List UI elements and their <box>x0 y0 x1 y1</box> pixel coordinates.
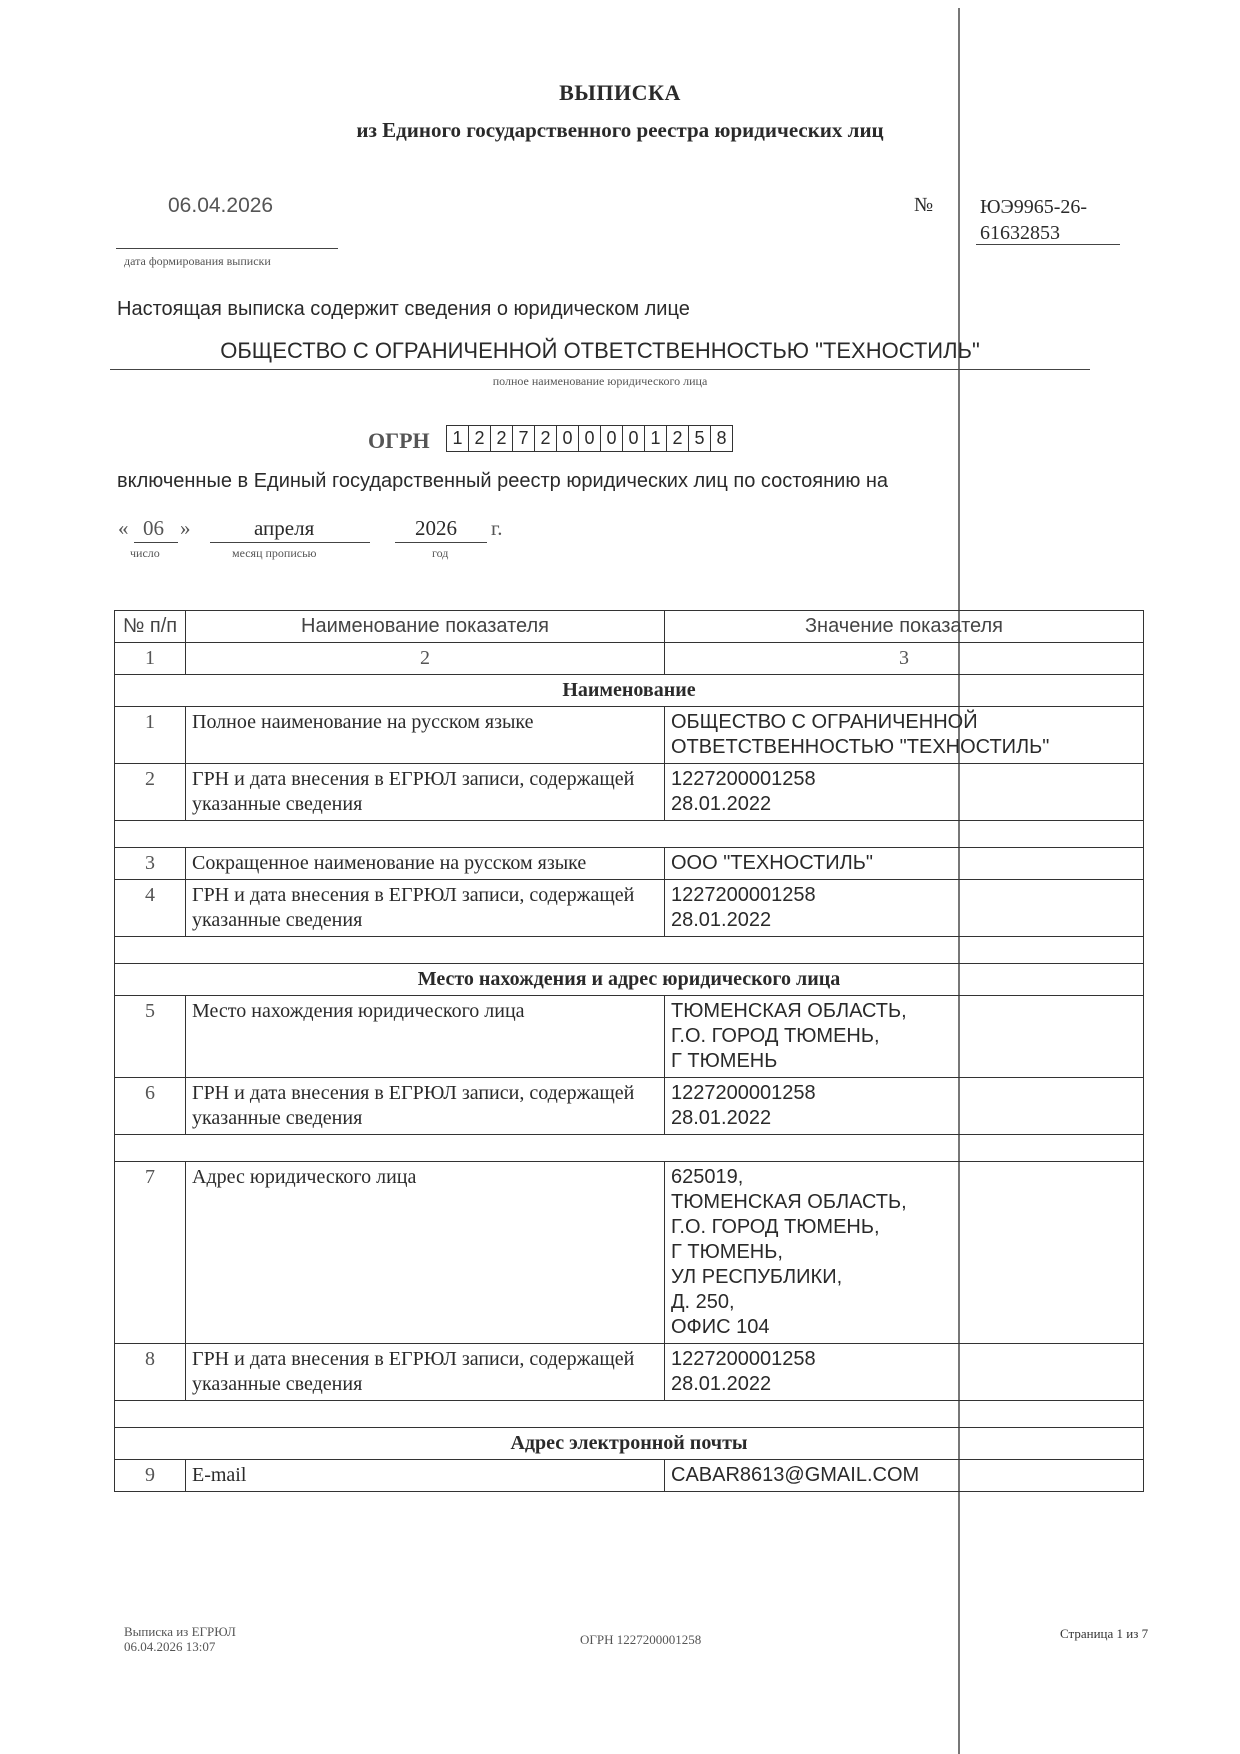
ogrn-digit: 1 <box>446 425 469 452</box>
ogrn-digit: 0 <box>600 425 623 452</box>
column-number: 1 <box>115 643 186 675</box>
address-line: Г ТЮМЕНЬ <box>671 1050 778 1072</box>
extract-number-line1: ЮЭ9965-26- <box>980 196 1088 218</box>
row-number: 4 <box>115 880 186 937</box>
row-number: 8 <box>115 1344 186 1401</box>
column-number-row <box>115 643 1144 675</box>
date-underline <box>116 248 338 249</box>
table-row <box>115 707 1144 764</box>
row-value <box>665 764 1144 821</box>
document-title: ВЫПИСКА <box>559 80 681 105</box>
address-line: 625019, <box>671 1166 744 1188</box>
number-sign: № <box>914 194 934 216</box>
row-name: Полное наименование на русском языке <box>186 707 665 764</box>
row-name: Место нахождения юридического лица <box>186 996 665 1078</box>
row-value <box>665 880 1144 937</box>
row-name: ГРН и дата внесения в ЕГРЮЛ записи, содержащей указанные сведения <box>186 764 665 821</box>
row-number: 2 <box>115 764 186 821</box>
blank-row <box>115 1135 1144 1162</box>
table-row <box>115 848 1144 880</box>
blank-row <box>115 821 1144 848</box>
address-line: ОФИС 104 <box>671 1316 770 1338</box>
header-indicator-value: Значение показателя <box>665 611 1144 643</box>
row-value <box>665 1078 1144 1135</box>
day-close-quote: » <box>180 516 191 540</box>
row-name: Адрес юридического лица <box>186 1162 665 1344</box>
row-value <box>665 1344 1144 1401</box>
row-number: 6 <box>115 1078 186 1135</box>
table-row <box>115 1078 1144 1135</box>
footer-page-number: Страница 1 из 7 <box>1060 1626 1149 1641</box>
row-value: ООО "ТЕХНОСТИЛЬ" <box>665 848 1144 880</box>
column-number: 2 <box>186 643 665 675</box>
state-month: апреля <box>254 516 315 540</box>
row-value <box>665 1162 1144 1344</box>
extract-number <box>980 194 1087 246</box>
email-value: CABAR8613@GMAIL.COM <box>665 1460 1144 1492</box>
grn-date: 28.01.2022 <box>671 1373 772 1395</box>
included-text: включенные в Единый государственный реестр юридических лиц по состоянию на <box>117 470 889 492</box>
organization-name-caption: полное наименование юридического лица <box>492 374 708 388</box>
number-underline <box>976 244 1120 245</box>
table-header-row <box>115 611 1144 643</box>
table-row <box>115 1344 1144 1401</box>
ogrn-digit: 8 <box>710 425 733 452</box>
extract-number-line2: 61632853 <box>980 222 1060 244</box>
organization-name-underline <box>110 369 1090 370</box>
ogrn-digit: 7 <box>512 425 535 452</box>
address-line: Г ТЮМЕНЬ, <box>671 1241 783 1263</box>
ogrn-digit: 1 <box>644 425 667 452</box>
ogrn-digit: 2 <box>534 425 557 452</box>
grn-value: 1227200001258 <box>671 1082 816 1104</box>
section-row <box>115 964 1144 996</box>
row-name: ГРН и дата внесения в ЕГРЮЛ записи, содержащей указанные сведения <box>186 1078 665 1135</box>
ogrn-digit: 5 <box>688 425 711 452</box>
day-open-quote: « <box>118 516 129 540</box>
grn-date: 28.01.2022 <box>671 909 772 931</box>
month-underline <box>210 542 370 543</box>
address-line: Г.О. ГОРОД ТЮМЕНЬ, <box>671 1025 880 1047</box>
ogrn-digit: 0 <box>578 425 601 452</box>
row-number: 5 <box>115 996 186 1078</box>
document-subtitle: из Единого государственного реестра юридических лиц <box>356 118 884 142</box>
day-caption: число <box>130 546 160 560</box>
table-row <box>115 1460 1144 1492</box>
header-number: № п/п <box>115 611 186 643</box>
row-value: ОБЩЕСТВО С ОГРАНИЧЕННОЙ ОТВЕТСТВЕННОСТЬЮ "ТЕХНОСТИЛЬ" <box>665 707 1144 764</box>
column-number: 3 <box>665 643 1144 675</box>
month-caption: месяц прописью <box>232 546 317 560</box>
footer-ogrn: ОГРН 1227200001258 <box>580 1632 702 1647</box>
row-number: 1 <box>115 707 186 764</box>
section-title-address: Место нахождения и адрес юридического лица <box>115 964 1144 996</box>
ogrn-digit-boxes <box>447 425 733 452</box>
grn-date: 28.01.2022 <box>671 793 772 815</box>
day-underline <box>134 542 178 543</box>
year-underline <box>395 542 487 543</box>
ogrn-digit: 2 <box>490 425 513 452</box>
address-line: УЛ РЕСПУБЛИКИ, <box>671 1266 843 1288</box>
grn-value: 1227200001258 <box>671 1348 816 1370</box>
extract-date: 06.04.2026 <box>168 194 274 217</box>
section-row <box>115 1428 1144 1460</box>
address-line: Г.О. ГОРОД ТЮМЕНЬ, <box>671 1216 880 1238</box>
blank-row <box>115 937 1144 964</box>
row-number: 3 <box>115 848 186 880</box>
header-indicator-name: Наименование показателя <box>186 611 665 643</box>
row-name: E-mail <box>186 1460 665 1492</box>
intro-text: Настоящая выписка содержит сведения о юридическом лице <box>117 298 690 320</box>
ogrn-digit: 2 <box>468 425 491 452</box>
ogrn-label: ОГРН <box>368 428 430 453</box>
grn-value: 1227200001258 <box>671 768 816 790</box>
year-suffix: г. <box>491 516 503 540</box>
row-number: 9 <box>115 1460 186 1492</box>
address-line: Д. 250, <box>671 1291 735 1313</box>
date-caption: дата формирования выписки <box>124 254 271 268</box>
year-caption: год <box>432 546 449 560</box>
table-row <box>115 1162 1144 1344</box>
table-row <box>115 880 1144 937</box>
row-name: Сокращенное наименование на русском языке <box>186 848 665 880</box>
row-value <box>665 996 1144 1078</box>
address-line: ТЮМЕНСКАЯ ОБЛАСТЬ, <box>671 1191 907 1213</box>
blank-row <box>115 1401 1144 1428</box>
footer-timestamp: 06.04.2026 13:07 <box>124 1639 216 1654</box>
table-row <box>115 764 1144 821</box>
section-row <box>115 675 1144 707</box>
ogrn-digit: 2 <box>666 425 689 452</box>
row-number: 7 <box>115 1162 186 1344</box>
table-row <box>115 996 1144 1078</box>
state-year: 2026 <box>415 516 457 540</box>
footer-doc-name: Выписка из ЕГРЮЛ <box>124 1624 236 1639</box>
state-day: 06 <box>143 516 164 540</box>
row-name: ГРН и дата внесения в ЕГРЮЛ записи, содержащей указанные сведения <box>186 880 665 937</box>
organization-full-name: ОБЩЕСТВО С ОГРАНИЧЕННОЙ ОТВЕТСТВЕННОСТЬЮ "ТЕХНОСТИЛЬ" <box>220 338 980 363</box>
register-table <box>114 610 1144 1492</box>
ogrn-digit: 0 <box>556 425 579 452</box>
row-name: ГРН и дата внесения в ЕГРЮЛ записи, содержащей указанные сведения <box>186 1344 665 1401</box>
grn-date: 28.01.2022 <box>671 1107 772 1129</box>
grn-value: 1227200001258 <box>671 884 816 906</box>
section-title-email: Адрес электронной почты <box>115 1428 1144 1460</box>
footer-left <box>124 1624 236 1654</box>
section-title-name: Наименование <box>115 675 1144 707</box>
ogrn-digit: 0 <box>622 425 645 452</box>
address-line: ТЮМЕНСКАЯ ОБЛАСТЬ, <box>671 1000 907 1022</box>
